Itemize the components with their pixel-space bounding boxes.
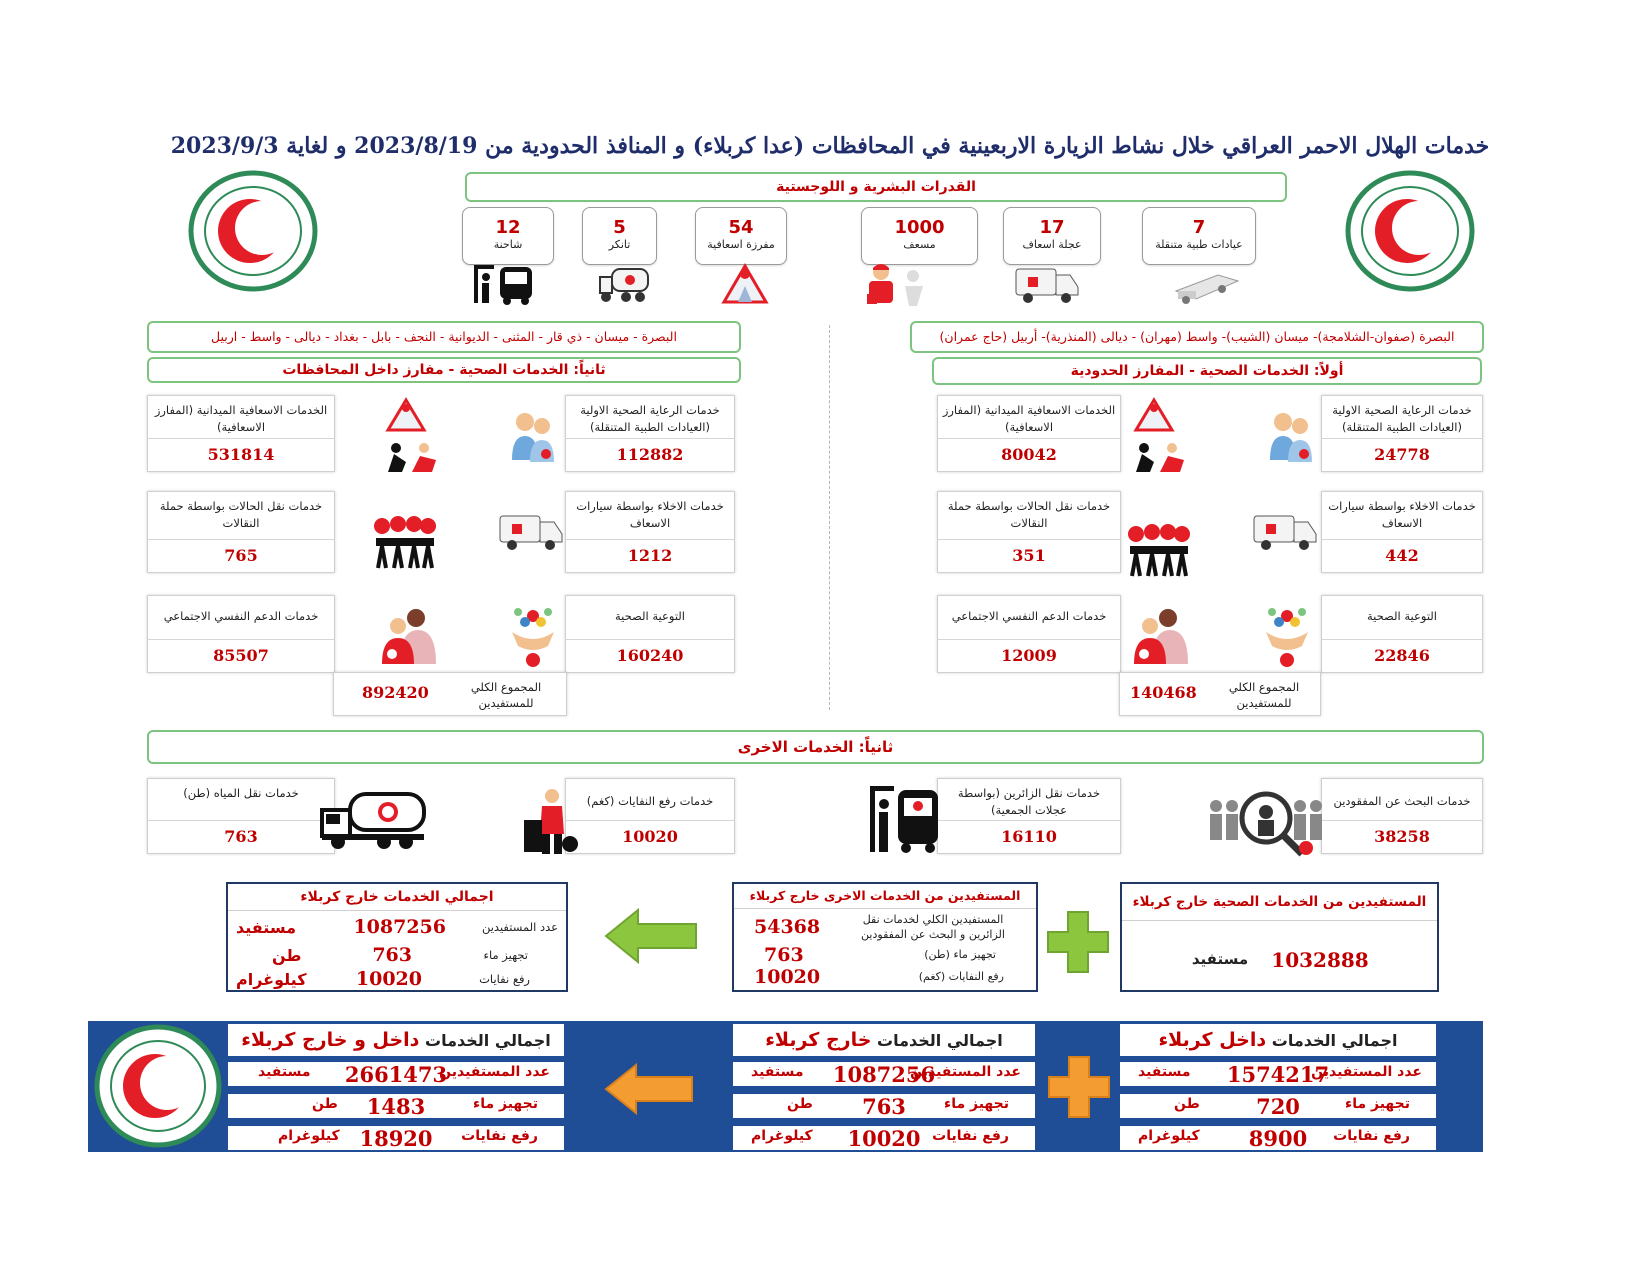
border-evacuation: خدمات الاخلاء بواسطة سيارات الاسعاف 442 xyxy=(1321,491,1483,573)
summary-total-row-1: عدد المستفيدين 1087256 مستفيد xyxy=(236,916,558,938)
border-locations: البصرة (صفوان-الشلامجة)- ميسان (الشيب)- واسط (مهران) - ديالى (المنذرية)- أربيل (حاج عمران) xyxy=(910,321,1484,353)
stat-tankers: 5 تانكر xyxy=(582,207,657,265)
panel-grand-row-1: عدد المستفيدين 2661473 مستفيد xyxy=(228,1062,564,1086)
summary-health-value: 1032888 xyxy=(1271,948,1369,972)
border-section-header: أولاً: الخدمات الصحية - المفارز الحدودية xyxy=(932,357,1482,385)
logo-right xyxy=(1345,170,1475,292)
page-title: خدمات الهلال الاحمر العراقي خلال نشاط الزيارة الاربعينية في المحافظات (عدا كربلاء) و المنافذ الحدودية من 2023/8/19 و لغاية 2023/9/3 xyxy=(170,133,1490,159)
summary-total-row-3: رفع نفايات 10020 كيلوغرام xyxy=(236,968,530,990)
summary-total-title: اجمالي الخدمات خارج كربلاء xyxy=(228,884,566,911)
border-total-value: 140468 xyxy=(1130,683,1197,702)
province-health-awareness: التوعية الصحية 160240 xyxy=(565,595,735,673)
province-total-label: المجموع الكلي للمستفيدين xyxy=(470,680,542,710)
summary-other-row-3-label: رفع النفايات (كغم) xyxy=(918,970,1004,983)
stat-ambulances: 17 عجلة اسعاف xyxy=(1003,207,1101,265)
panel-outside-title: اجمالي الخدمات خارج كربلاء xyxy=(733,1024,1035,1056)
summary-other-title: المستفيدين من الخدمات الاخرى خارج كربلاء xyxy=(734,884,1036,909)
search-people-icon xyxy=(1206,790,1326,860)
paramedic-icon xyxy=(865,262,935,308)
mobile-clinic-icon xyxy=(1172,265,1242,305)
panel-outside-row-1: عدد المستفيدين 1087256 مستفيد xyxy=(733,1062,1035,1086)
stretcher-team-icon-2 xyxy=(372,514,438,570)
logo-bottom xyxy=(94,1024,222,1148)
panel-outside-row-2: تجهيز ماء 763 طن xyxy=(733,1094,1035,1118)
panel-grand-total xyxy=(228,1024,564,1150)
truck-icon xyxy=(472,263,536,305)
panel-inside-title: اجمالي الخدمات داخل كربلاء xyxy=(1120,1024,1436,1056)
stat-mobile-clinics: 7 عيادات طبية متنقلة xyxy=(1142,207,1256,265)
other-services-header: ثانياً: الخدمات الاخرى xyxy=(147,730,1484,764)
plus-icon xyxy=(1044,908,1112,976)
summary-other-row-1-value: 54368 xyxy=(754,916,821,938)
border-total-label: المجموع الكلي للمستفيدين xyxy=(1228,680,1300,710)
province-total xyxy=(333,672,567,716)
waste-removal: خدمات رفع النفايات (كغم) 10020 xyxy=(565,778,735,854)
border-stretcher-transport: خدمات نقل الحالات بواسطة حملة النقالات 351 xyxy=(937,491,1121,573)
summary-health-unit: مستفيد xyxy=(1191,950,1249,968)
summary-other-row-2-value: 763 xyxy=(764,944,804,966)
awareness-icon-2 xyxy=(508,602,558,670)
province-locations: البصرة - ميسان - ذي قار - المثنى - الديوانية - النجف - بابل - بغداد - ديالى - واسط - اربيل xyxy=(147,321,741,353)
summary-other-row-2-label: تجهيز ماء (طن) xyxy=(924,948,996,961)
logo-left xyxy=(188,170,318,292)
stat-field-units: 54 مفرزة اسعافية xyxy=(695,207,787,265)
capacities-header: القدرات البشرية و اللوجستية xyxy=(465,172,1287,202)
province-primary-care: خدمات الرعاية الصحية الاولية (العيادات الطبية المتنقلة) 112882 xyxy=(565,395,735,472)
province-evacuation: خدمات الاخلاء بواسطة سيارات الاسعاف 1212 xyxy=(565,491,735,573)
ambulance-icon xyxy=(1014,263,1080,307)
stat-paramedics: 1000 مسعف xyxy=(861,207,978,265)
tanker-icon xyxy=(598,263,650,305)
ambulance-icon-2 xyxy=(1252,510,1318,554)
column-separator xyxy=(829,325,830,710)
summary-health-title: المستفيدين من الخدمات الصحية خارج كربلاء xyxy=(1122,884,1437,921)
first-aid-tent-icon-2 xyxy=(380,396,444,476)
visitor-bus-icon xyxy=(868,784,940,854)
psychosocial-icon xyxy=(1130,604,1192,666)
water-truck-icon xyxy=(318,790,428,852)
panel-outside-karbala xyxy=(733,1024,1035,1150)
summary-total-row-2: تجهيز ماء 763 طن xyxy=(272,944,528,966)
panel-grand-row-3: رفع نفايات 18920 كيلوغرام xyxy=(228,1126,564,1150)
panel-inside-karbala xyxy=(1120,1024,1436,1150)
border-total xyxy=(1119,672,1321,716)
province-psychosocial: خدمات الدعم النفسي الاجتماعي 85507 xyxy=(147,595,335,673)
border-field-first-aid: الخدمات الاسعافية الميدانية (المفارز الاسعافية) 80042 xyxy=(937,395,1121,472)
plus-icon-orange xyxy=(1046,1054,1112,1120)
province-section-header: ثانياً: الخدمات الصحية - مفارز داخل المحافظات xyxy=(147,357,741,383)
province-field-first-aid: الخدمات الاسعافية الميدانية (المفارز الاسعافية) 531814 xyxy=(147,395,335,472)
psychosocial-icon-2 xyxy=(378,604,440,666)
ambulance-icon-3 xyxy=(498,510,564,554)
stretcher-team-icon xyxy=(1126,522,1192,578)
summary-other xyxy=(732,882,1038,992)
panel-inside-row-2: تجهيز ماء 720 طن xyxy=(1120,1094,1436,1118)
missing-persons-search: خدمات البحث عن المفقودين 38258 xyxy=(1321,778,1483,854)
summary-total-outside xyxy=(226,882,568,992)
stat-trucks: 12 شاحنة xyxy=(462,207,554,265)
summary-other-row-1-label: المستفيدين الكلي لخدمات نقل الزائرين و البحث عن المفقودين xyxy=(861,913,1005,941)
awareness-icon xyxy=(1262,602,1312,670)
province-stretcher-transport: خدمات نقل الحالات بواسطة حملة النقالات 765 xyxy=(147,491,335,573)
panel-grand-title: اجمالي الخدمات داخل و خارج كربلاء xyxy=(228,1024,564,1056)
province-total-value: 892420 xyxy=(362,683,429,702)
doctors-icon xyxy=(1266,408,1316,464)
border-psychosocial: خدمات الدعم النفسي الاجتماعي 12009 xyxy=(937,595,1121,673)
arrow-left-icon-orange xyxy=(604,1062,694,1116)
panel-inside-row-3: رفع نفايات 8900 كيلوغرام xyxy=(1120,1126,1436,1150)
summary-health xyxy=(1120,882,1439,992)
border-primary-care: خدمات الرعاية الصحية الاولية (العيادات الطبية المتنقلة) 24778 xyxy=(1321,395,1483,472)
panel-outside-row-3: رفع نفايات 10020 كيلوغرام xyxy=(733,1126,1035,1150)
water-transport: خدمات نقل المياه (طن) 763 xyxy=(147,778,335,854)
waste-worker-icon xyxy=(518,786,580,856)
panel-grand-row-2: تجهيز ماء 1483 طن xyxy=(228,1094,564,1118)
tent-icon xyxy=(720,262,770,304)
arrow-left-icon xyxy=(604,906,698,966)
doctors-icon-2 xyxy=(508,408,558,464)
summary-other-row-3-value: 10020 xyxy=(754,966,821,988)
panel-inside-row-1: عدد المستفيدين 1574217 مستفيد xyxy=(1120,1062,1436,1086)
border-health-awareness: التوعية الصحية 22846 xyxy=(1321,595,1483,673)
first-aid-tent-icon xyxy=(1128,396,1192,476)
visitor-transport: خدمات نقل الزائرين (بواسطة عجلات الجمعية) 16110 xyxy=(937,778,1121,854)
